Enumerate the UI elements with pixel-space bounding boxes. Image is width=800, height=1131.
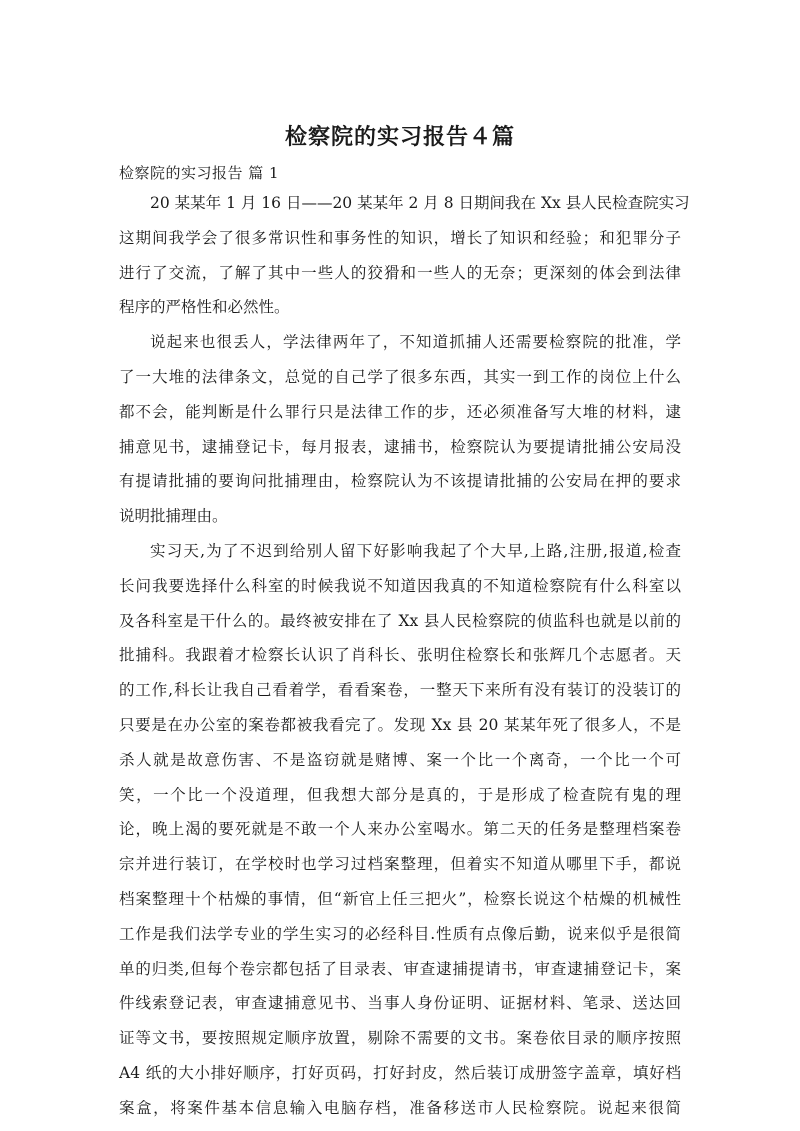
text-line: 实习天,为了不迟到给别人留下好影响我起了个大早,上路,注册,报道,检查 — [150, 541, 681, 560]
text-line: 只要是在办公室的案卷都被我看完了。发现 Xx 县 20 某某年死了很多人，不是 — [119, 715, 681, 734]
text-line: 件线索登记表，审查逮捕意见书、当事人身份证明、证据材料、笔录、送达回 — [119, 994, 681, 1013]
text-line: 20 某某年 1 月 16 日——20 某某年 2 月 8 日期间我在 Xx 县人民检查院实习 — [150, 194, 690, 212]
text-line: 了一大堆的法律条文，总觉的自己学了很多东西，其实一到工作的岗位上什么 — [119, 367, 681, 386]
text-line: 都不会，能判断是什么罪行只是法律工作的步，还必须准备写大堆的材料，逮 — [119, 402, 681, 421]
text-line: 批捕科。我跟着才检察长认识了肖科长、张明住检察长和张辉几个志愿者。天 — [119, 646, 681, 665]
text-line: 案盒，将案件基本信息输入电脑存档，准备移送市人民检察院。说起来很简 — [119, 1098, 681, 1117]
text-line: 证等文书，要按照规定顺序放置，剔除不需要的文书。案卷依目录的顺序按照 — [119, 1029, 681, 1048]
paragraph-1 — [119, 186, 690, 325]
text-line: 档案整理十个枯燥的事情，但“新官上任三把火”，检察长说这个枯燥的机械性 — [119, 889, 681, 908]
text-line: 有提请批捕的要询问批捕理由，检察院认为不该提请批捕的公安局在押的要求 — [119, 472, 681, 491]
document-body — [119, 186, 690, 1126]
text-line: 的工作,科长让我自己看着学，看看案卷，一整天下来所有没有装订的没装订的 — [119, 681, 681, 700]
text-line: 单的归类,但每个卷宗都包括了目录表、审查逮捕提请书，审查逮捕登记卡，案 — [119, 959, 681, 978]
text-line: 说起来也很丢人，学法律两年了，不知道抓捕人还需要检察院的批准，学 — [150, 333, 681, 352]
text-line: 论，晚上渴的要死就是不敢一个人来办公室喝水。第二天的任务是整理档案卷 — [119, 820, 681, 839]
text-line: 这期间我学会了很多常识性和事务性的知识，增长了知识和经验；和犯罪分子 — [119, 228, 681, 247]
paragraph-2 — [119, 325, 681, 534]
text-line: 长问我要选择什么科室的时候我说不知道因我真的不知道检察院有什么科室以 — [119, 576, 681, 595]
text-line: A4 纸的大小排好顺序，打好页码，打好封皮，然后装订成册签字盖章，填好档 — [119, 1063, 681, 1082]
text-line: 杀人就是故意伤害、不是盗窃就是赌博、案一个比一个离奇，一个比一个可 — [119, 750, 681, 769]
text-line: 及各科室是干什么的。最终被安排在了 Xx 县人民检察院的侦监科也就是以前的 — [119, 611, 681, 630]
text-line: 捕意见书，逮捕登记卡，每月报表，逮捕书，检察院认为要提请批捕公安局没 — [119, 437, 681, 456]
text-line: 说明批捕理由。 — [119, 507, 228, 526]
text-line: 工作是我们法学专业的学生实习的必经科目.性质有点像后勤，说来似乎是很简 — [119, 924, 681, 943]
text-line: 笑，一个比一个没道理，但我想大部分是真的，于是形成了检查院有鬼的理 — [119, 785, 681, 804]
text-line: 宗并进行装订，在学校时也学习过档案整理，但着实不知道从哪里下手，都说 — [119, 855, 681, 874]
text-line: 进行了交流，了解了其中一些人的狡猾和一些人的无奈；更深刻的体会到法律 — [119, 263, 681, 282]
section-heading: 检察院的实习报告 篇 1 — [119, 164, 280, 182]
document-title: 检察院的实习报告４篇 — [284, 125, 515, 150]
paragraph-3 — [119, 534, 681, 1126]
text-line: 程序的严格性和必然性。 — [119, 298, 290, 317]
